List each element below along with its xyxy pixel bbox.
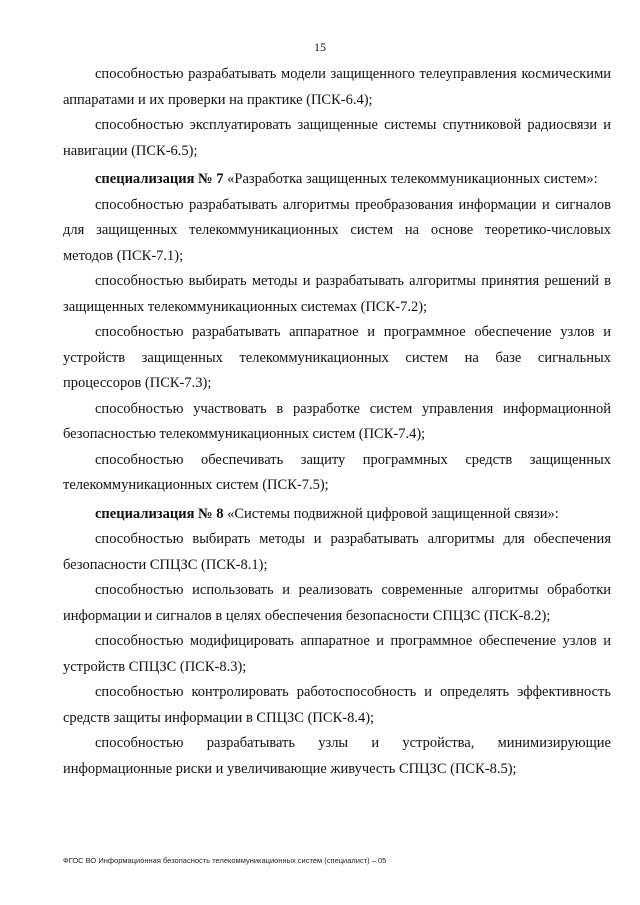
specialization-7-label: специализация № 7 [95, 171, 224, 187]
paragraph-psk-8-1: способностью выбирать методы и разрабатывать алгоритмы для обеспечения безопасности СПЦЗС (ПСК-8.1); [63, 531, 611, 573]
paragraph-psk-6-5: способностью эксплуатировать защищенные системы спутниковой радиосвязи и навигации (ПСК-6.5); [63, 117, 611, 159]
specialization-7-title: «Разработка защищенных телекоммуникационных систем»: [223, 171, 598, 187]
paragraph-psk-7-5: способностью обеспечивать защиту программных средств защищенных телекоммуникационных систем (ПСК-7.5); [63, 451, 611, 493]
paragraph-psk-7-2: способностью выбирать методы и разрабатывать алгоритмы принятия решений в защищенных телекоммуникационных системах (ПСК-7.2); [63, 273, 611, 315]
paragraph-psk-8-2: способностью использовать и реализовать современные алгоритмы обработки информации и сигналов в целях обеспечения безопасности СПЦЗС (ПСК-8.2); [63, 582, 611, 624]
paragraph-psk-7-1: способностью разрабатывать алгоритмы преобразования информации и сигналов для защищенных телекоммуникационных систем на основе теоретико-числовых методов (ПСК-7.1); [63, 196, 611, 264]
paragraph-psk-8-4: способностью контролировать работоспособность и определять эффективность средств защиты информации в СПЦЗС (ПСК-8.4); [63, 684, 611, 726]
paragraph-psk-6-4: способностью разрабатывать модели защищенного телеуправления космическими аппаратами и их проверки на практике (ПСК-6.4); [63, 66, 611, 108]
document-body [63, 62, 611, 782]
paragraph-psk-8-3: способностью модифицировать аппаратное и программное обеспечение узлов и устройств СПЦЗС (ПСК-8.3); [63, 633, 611, 675]
paragraph-psk-8-5: способностью разрабатывать узлы и устройства, минимизирующие информационные риски и увеличивающие живучесть СПЦЗС (ПСК-8.5); [63, 735, 611, 777]
paragraph-psk-7-4: способностью участвовать в разработке систем управления информационной безопасностью телекоммуникационных систем (ПСК-7.4); [63, 400, 611, 442]
specialization-7-heading [63, 167, 611, 193]
page-footer: ФГОС ВО Информационная безопасность телекоммуникационных систем (специалист) – 05 [63, 856, 387, 865]
specialization-8-label: специализация № 8 [95, 505, 224, 522]
page-number: 15 [314, 40, 326, 54]
paragraph-psk-7-3: способностью разрабатывать аппаратное и программное обеспечение узлов и устройств защищенных телекоммуникационных систем на базе сигнальных процессоров (ПСК-7.3); [63, 324, 611, 391]
specialization-8-title: «Системы подвижной цифровой защищенной связи»: [223, 505, 559, 522]
specialization-8-heading [63, 502, 611, 528]
